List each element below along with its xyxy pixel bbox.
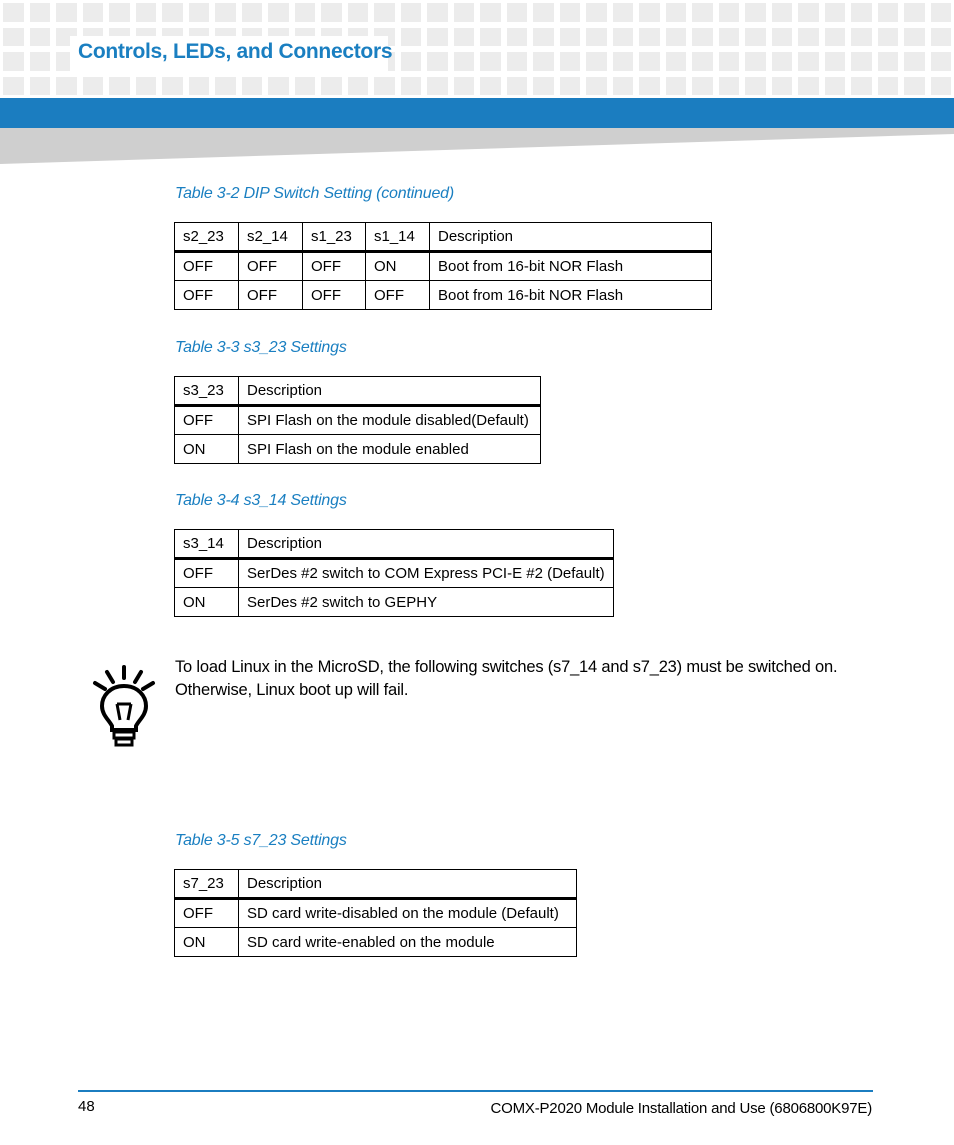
header-tile — [268, 3, 289, 22]
column-header: s3_23 — [175, 377, 239, 406]
header-tile — [401, 77, 422, 96]
header-tile — [162, 3, 183, 22]
header-tile — [454, 28, 475, 47]
header-tile — [904, 28, 925, 47]
header-tile — [560, 52, 581, 71]
header-tile — [666, 3, 687, 22]
header-tile — [374, 3, 395, 22]
header-tile — [454, 52, 475, 71]
header-tile — [692, 77, 713, 96]
column-header: Description — [430, 223, 712, 252]
header-tile — [772, 3, 793, 22]
header-tile — [586, 52, 607, 71]
header-tile — [401, 28, 422, 47]
header-tile — [639, 77, 660, 96]
header-tile — [613, 28, 634, 47]
header-tile — [507, 3, 528, 22]
header-tile — [878, 28, 899, 47]
table-header-row — [175, 223, 712, 252]
header-tile — [692, 52, 713, 71]
table-cell: OFF — [175, 252, 239, 281]
header-tile — [851, 52, 872, 71]
table-cell: OFF — [175, 281, 239, 310]
table-cell: Boot from 16-bit NOR Flash — [430, 252, 712, 281]
header-tile — [242, 77, 263, 96]
table-cell: SerDes #2 switch to GEPHY — [239, 588, 614, 617]
table-row — [175, 406, 541, 435]
header-tile — [931, 77, 952, 96]
header-tile — [109, 77, 130, 96]
column-header: s3_14 — [175, 530, 239, 559]
table-header-row — [175, 377, 541, 406]
header-tile — [507, 28, 528, 47]
header-tile — [401, 3, 422, 22]
note-text: To load Linux in the MicroSD, the following switches (s7_14 and s7_23) must be switched on. Otherwise, Linux boot up will fail. — [175, 658, 838, 699]
column-header: s7_23 — [175, 870, 239, 899]
table-cell: SPI Flash on the module disabled(Default) — [239, 406, 541, 435]
header-tile — [427, 52, 448, 71]
header-tile — [666, 28, 687, 47]
column-header: s2_14 — [239, 223, 303, 252]
header-tile — [719, 52, 740, 71]
header-tile — [30, 3, 51, 22]
table-cell: OFF — [303, 281, 366, 310]
header-tile — [533, 3, 554, 22]
header-tile — [560, 3, 581, 22]
table-cell: SPI Flash on the module enabled — [239, 435, 541, 464]
table-cell: OFF — [366, 281, 430, 310]
header-tile — [83, 77, 104, 96]
column-header: s2_23 — [175, 223, 239, 252]
header-tile — [798, 28, 819, 47]
header-tile — [878, 3, 899, 22]
table-row — [175, 559, 614, 588]
header-tile — [825, 28, 846, 47]
table-cell: SD card write-enabled on the module — [239, 928, 577, 957]
header-tile — [666, 77, 687, 96]
header-tile — [480, 3, 501, 22]
header-tile — [586, 3, 607, 22]
header-tile — [348, 3, 369, 22]
table-cell: OFF — [175, 899, 239, 928]
table-3-5 — [174, 869, 577, 957]
table-3-4 — [174, 529, 614, 617]
table-cell: ON — [175, 435, 239, 464]
footer-rule — [78, 1090, 873, 1092]
header-blue-bar — [0, 98, 954, 128]
table-cell: OFF — [239, 252, 303, 281]
header-tile — [136, 77, 157, 96]
header-tile — [295, 3, 316, 22]
header-tile — [454, 77, 475, 96]
header-tile — [268, 77, 289, 96]
header-tile — [427, 3, 448, 22]
header-tile — [745, 52, 766, 71]
header-tile — [692, 28, 713, 47]
header-tile — [295, 77, 316, 96]
column-header: s1_23 — [303, 223, 366, 252]
header-tile — [904, 3, 925, 22]
header-tile — [745, 28, 766, 47]
header-tile — [798, 3, 819, 22]
page-number: 48 — [78, 1098, 95, 1115]
header-tile — [533, 52, 554, 71]
table-cell: ON — [175, 928, 239, 957]
table-3-3 — [174, 376, 541, 464]
header-tile — [321, 77, 342, 96]
header-tile — [613, 3, 634, 22]
table-3-3-caption: Table 3-3 s3_23 Settings — [175, 339, 347, 356]
header-tile — [666, 52, 687, 71]
header-tile — [878, 52, 899, 71]
header-tile — [798, 52, 819, 71]
table-row — [175, 435, 541, 464]
header-tile — [772, 28, 793, 47]
header-tile — [825, 3, 846, 22]
header-tile — [30, 77, 51, 96]
column-header: Description — [239, 870, 577, 899]
table-row — [175, 588, 614, 617]
header-tile — [507, 77, 528, 96]
header-tile — [639, 3, 660, 22]
header-tile — [507, 52, 528, 71]
table-header-row — [175, 530, 614, 559]
header-tile — [83, 3, 104, 22]
header-tile — [533, 77, 554, 96]
header-tile — [772, 52, 793, 71]
header-tile — [586, 28, 607, 47]
header-tile — [30, 28, 51, 47]
header-tile — [3, 28, 24, 47]
header-tile — [719, 77, 740, 96]
header-tile — [904, 77, 925, 96]
header-tile — [613, 77, 634, 96]
header-tile — [215, 77, 236, 96]
header-tile — [639, 28, 660, 47]
header-tile — [480, 52, 501, 71]
column-header: s1_14 — [366, 223, 430, 252]
header-tile — [480, 28, 501, 47]
header-tile — [745, 77, 766, 96]
column-header: Description — [239, 377, 541, 406]
header-tile — [401, 52, 422, 71]
header-tile — [586, 77, 607, 96]
table-cell: OFF — [303, 252, 366, 281]
document-title: COMX-P2020 Module Installation and Use (6806800K97E) — [490, 1100, 872, 1117]
header-tile — [3, 3, 24, 22]
header-tile — [825, 52, 846, 71]
table-cell: OFF — [239, 281, 303, 310]
header-tile — [798, 77, 819, 96]
header-tile — [745, 3, 766, 22]
header-tile — [851, 28, 872, 47]
header-tile — [904, 52, 925, 71]
header-tile — [109, 3, 130, 22]
header-tile — [162, 77, 183, 96]
header-tile — [427, 77, 448, 96]
header-tile — [56, 3, 77, 22]
header-tile — [189, 3, 210, 22]
table-row — [175, 281, 712, 310]
header-tile — [719, 3, 740, 22]
column-header: Description — [239, 530, 614, 559]
header-tile — [692, 3, 713, 22]
header-tile — [878, 77, 899, 96]
header-tile — [136, 3, 157, 22]
header-tile — [374, 77, 395, 96]
table-cell: SerDes #2 switch to COM Express PCI-E #2 (Default) — [239, 559, 614, 588]
header-tile — [454, 3, 475, 22]
header-tile — [825, 77, 846, 96]
table-cell: SD card write-disabled on the module (Default) — [239, 899, 577, 928]
header-tile — [189, 77, 210, 96]
table-cell: OFF — [175, 406, 239, 435]
lightbulb-icon — [92, 664, 156, 748]
header-tile — [242, 3, 263, 22]
table-header-row — [175, 870, 577, 899]
header-tile — [851, 3, 872, 22]
table-row — [175, 252, 712, 281]
header-tile — [613, 52, 634, 71]
header-tile — [56, 77, 77, 96]
section-title: Controls, LEDs, and Connectors — [78, 40, 393, 63]
table-cell: OFF — [175, 559, 239, 588]
header-tile — [480, 77, 501, 96]
header-grey-wedge — [0, 128, 954, 164]
header-tile — [321, 3, 342, 22]
header-tile — [3, 52, 24, 71]
table-cell: ON — [366, 252, 430, 281]
header-tile — [533, 28, 554, 47]
table-row — [175, 899, 577, 928]
table-cell: ON — [175, 588, 239, 617]
header-tile — [3, 77, 24, 96]
table-row — [175, 928, 577, 957]
table-cell: Boot from 16-bit NOR Flash — [430, 281, 712, 310]
header-tile — [215, 3, 236, 22]
header-tile — [560, 28, 581, 47]
header-tile — [851, 77, 872, 96]
table-3-5-caption: Table 3-5 s7_23 Settings — [175, 832, 347, 849]
header-tile — [348, 77, 369, 96]
header-tile — [560, 77, 581, 96]
header-tile — [30, 52, 51, 71]
header-tile — [772, 77, 793, 96]
header-tile — [639, 52, 660, 71]
table-3-4-caption: Table 3-4 s3_14 Settings — [175, 492, 347, 509]
header-tile — [931, 52, 952, 71]
header-tile — [719, 28, 740, 47]
header-tile — [931, 28, 952, 47]
header-tile — [931, 3, 952, 22]
table-3-2 — [174, 222, 712, 310]
table-3-2-caption: Table 3-2 DIP Switch Setting (continued) — [175, 185, 454, 202]
header-tile — [427, 28, 448, 47]
